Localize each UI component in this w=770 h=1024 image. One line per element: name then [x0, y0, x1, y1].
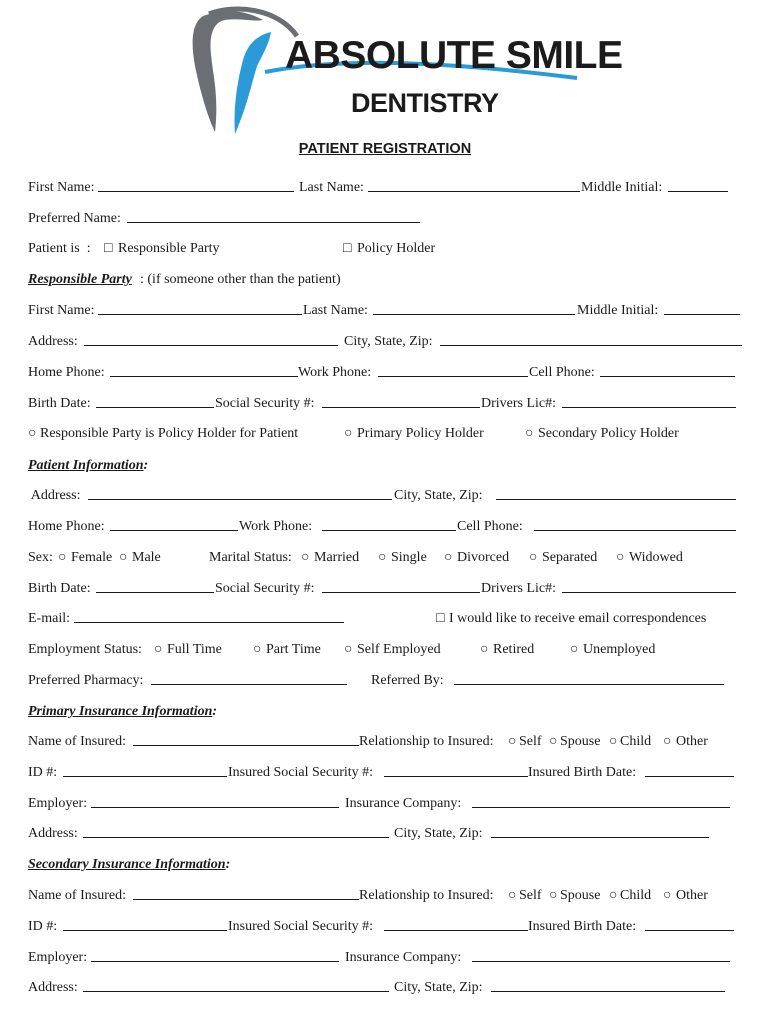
patient-ssn-field[interactable] — [322, 579, 480, 593]
patient-city-state-zip-field[interactable] — [496, 486, 736, 500]
rp-home-phone-field[interactable] — [110, 363, 298, 377]
practice-logo — [185, 6, 623, 138]
secondary-insured-field[interactable] — [133, 886, 359, 900]
primary-insured-field[interactable] — [133, 732, 359, 746]
patient-phone-row — [0, 517, 770, 537]
unemployed-label: Unemployed — [583, 642, 656, 657]
rp-city-state-zip-label: City, State, Zip: — [344, 334, 433, 349]
rp-birth-date-field[interactable] — [96, 394, 214, 408]
rp-address-row — [0, 332, 770, 352]
rp-ssn-field[interactable] — [322, 394, 480, 408]
preferred-name-label: Preferred Name: — [28, 211, 121, 226]
rp-drivers-lic-label: Drivers Lic#: — [481, 396, 557, 411]
first-name-label: First Name: — [28, 180, 95, 195]
rp-work-phone-label: Work Phone: — [298, 365, 372, 380]
secondary-address-row — [0, 978, 770, 998]
patient-cell-phone-field[interactable] — [534, 517, 736, 531]
primary-ph-radio[interactable]: ○ — [344, 426, 353, 441]
separated-radio[interactable]: ○ — [529, 550, 538, 565]
employment-row — [0, 640, 770, 660]
male-label: Male — [132, 550, 161, 565]
secondary-id-field[interactable] — [63, 917, 227, 931]
logo-text-sub: DENTISTRY — [351, 88, 499, 118]
secondary-ph-radio[interactable]: ○ — [525, 426, 534, 441]
part-time-label: Part Time — [266, 642, 321, 657]
secondary-spouse-label: Spouse — [560, 888, 601, 903]
retired-radio[interactable]: ○ — [480, 642, 489, 657]
rp-birth-row — [0, 394, 770, 414]
patient-info-heading-row — [0, 456, 770, 476]
part-time-radio[interactable]: ○ — [253, 642, 262, 657]
self-employed-radio[interactable]: ○ — [344, 642, 353, 657]
preferred-name-row — [0, 209, 770, 229]
patient-home-phone-field[interactable] — [110, 517, 238, 531]
primary-self-label: Self — [519, 734, 542, 749]
primary-insured-ssn-label: Insured Social Security #: — [228, 765, 374, 780]
rp-ssn-label: Social Security #: — [215, 396, 315, 411]
separated-label: Separated — [542, 550, 598, 565]
secondary-employer-label: Employer: — [28, 950, 88, 965]
last-name-label: Last Name: — [299, 180, 364, 195]
patient-drivers-lic-label: Drivers Lic#: — [481, 581, 557, 596]
female-radio[interactable]: ○ — [58, 550, 67, 565]
patient-home-phone-label: Home Phone: — [28, 519, 105, 534]
widowed-label: Widowed — [629, 550, 683, 565]
rp-name-row — [0, 301, 770, 321]
primary-spouse-label: Spouse — [560, 734, 601, 749]
patient-address-row — [0, 486, 770, 506]
primary-insured-row — [0, 732, 770, 752]
responsible-party-heading-row — [0, 270, 770, 290]
rp-cell-phone-field[interactable] — [600, 363, 735, 377]
secondary-employer-field[interactable] — [91, 948, 339, 962]
patient-work-phone-label: Work Phone: — [239, 519, 313, 534]
single-radio[interactable]: ○ — [378, 550, 387, 565]
first-name-field[interactable] — [98, 178, 294, 192]
patient-drivers-lic-field[interactable] — [562, 579, 736, 593]
patient-name-row — [0, 178, 770, 198]
email-opt-checkbox[interactable]: □ — [436, 611, 445, 626]
responsible-party-heading — [28, 270, 132, 290]
rp-home-phone-label: Home Phone: — [28, 365, 105, 380]
middle-initial-field[interactable] — [668, 178, 728, 192]
secondary-ins-heading-colon: : — [225, 857, 231, 872]
rp-birth-date-label: Birth Date: — [28, 396, 91, 411]
primary-child-radio[interactable]: ○ — [609, 734, 618, 749]
sex-marital-row — [0, 548, 770, 568]
secondary-self-radio[interactable]: ○ — [508, 888, 517, 903]
primary-insured-ssn-field[interactable] — [384, 763, 528, 777]
pharmacy-row — [0, 671, 770, 691]
rp-first-name-label: First Name: — [28, 303, 95, 318]
email-opt-label: I would like to receive email correspondences — [449, 611, 707, 626]
female-label: Female — [71, 550, 113, 565]
retired-label: Retired — [493, 642, 535, 657]
secondary-spouse-radio[interactable]: ○ — [549, 888, 558, 903]
secondary-id-row — [0, 917, 770, 937]
policy-holder-checkbox[interactable]: □ — [343, 241, 352, 256]
patient-ssn-label: Social Security #: — [215, 581, 315, 596]
secondary-insured-ssn-label: Insured Social Security #: — [228, 919, 374, 934]
primary-ins-heading-colon: : — [212, 704, 218, 719]
primary-self-radio[interactable]: ○ — [508, 734, 517, 749]
employment-status-label: Employment Status: — [28, 642, 142, 657]
logo-text-main: ABSOLUTE SMILE — [285, 34, 623, 77]
marital-status-label: Marital Status: — [209, 550, 292, 565]
primary-id-field[interactable] — [63, 763, 227, 777]
secondary-ins-heading-text: Secondary Insurance Information — [28, 857, 226, 872]
secondary-insured-ssn-field[interactable] — [384, 917, 528, 931]
patient-address-field[interactable] — [88, 486, 392, 500]
patient-is-row — [0, 239, 770, 259]
single-label: Single — [391, 550, 427, 565]
full-time-label: Full Time — [167, 642, 222, 657]
primary-employer-field[interactable] — [91, 794, 339, 808]
policy-holder-options-row — [0, 424, 770, 444]
secondary-ins-company-label: Insurance Company: — [345, 950, 462, 965]
rp-first-name-field[interactable] — [98, 301, 302, 315]
primary-ins-company-field[interactable] — [472, 794, 730, 808]
secondary-address-label: Address: — [28, 980, 78, 995]
secondary-id-label: ID #: — [28, 919, 58, 934]
patient-address-label: Address: — [28, 488, 81, 503]
widowed-radio[interactable]: ○ — [616, 550, 625, 565]
primary-insured-birth-label: Insured Birth Date: — [528, 765, 637, 780]
secondary-address-field[interactable] — [83, 978, 389, 992]
preferred-name-field[interactable] — [127, 209, 420, 223]
married-radio[interactable]: ○ — [301, 550, 310, 565]
rp-last-name-label: Last Name: — [303, 303, 368, 318]
patient-birth-date-label: Birth Date: — [28, 581, 91, 596]
patient-birth-date-field[interactable] — [96, 579, 214, 593]
secondary-city-state-zip-label: City, State, Zip: — [394, 980, 483, 995]
email-row — [0, 609, 770, 629]
secondary-city-state-zip-field[interactable] — [491, 978, 725, 992]
patient-info-heading — [28, 456, 148, 476]
rp-phone-row — [0, 363, 770, 383]
divorced-label: Divorced — [457, 550, 510, 565]
secondary-relationship-label: Relationship to Insured: — [359, 888, 494, 903]
primary-insured-label: Name of Insured: — [28, 734, 126, 749]
email-label: E-mail: — [28, 611, 70, 626]
primary-ins-heading — [28, 702, 217, 722]
male-radio[interactable]: ○ — [119, 550, 128, 565]
email-field[interactable] — [74, 609, 344, 623]
primary-employer-row — [0, 794, 770, 814]
responsible-party-option-label: Responsible Party — [118, 241, 220, 256]
primary-other-label: Other — [676, 734, 708, 749]
primary-id-label: ID #: — [28, 765, 58, 780]
married-label: Married — [314, 550, 360, 565]
primary-city-state-zip-label: City, State, Zip: — [394, 826, 483, 841]
primary-other-radio[interactable]: ○ — [663, 734, 672, 749]
rp-middle-initial-field[interactable] — [664, 301, 740, 315]
primary-ph-label: Primary Policy Holder — [357, 426, 484, 441]
referred-by-field[interactable] — [454, 671, 724, 685]
primary-address-label: Address: — [28, 826, 78, 841]
secondary-insured-label: Name of Insured: — [28, 888, 126, 903]
rp-middle-initial-label: Middle Initial: — [577, 303, 659, 318]
last-name-field[interactable] — [368, 178, 580, 192]
rp-drivers-lic-field[interactable] — [562, 394, 736, 408]
sex-label: Sex: — [28, 550, 53, 565]
primary-address-row — [0, 824, 770, 844]
rp-address-field[interactable] — [84, 332, 338, 346]
primary-ins-heading-text: Primary Insurance Information — [28, 704, 213, 719]
pharmacy-field[interactable] — [151, 671, 347, 685]
secondary-child-label: Child — [620, 888, 652, 903]
rp-work-phone-field[interactable] — [378, 363, 528, 377]
primary-id-row — [0, 763, 770, 783]
primary-spouse-radio[interactable]: ○ — [549, 734, 558, 749]
responsible-party-checkbox[interactable]: □ — [104, 241, 113, 256]
secondary-insured-birth-label: Insured Birth Date: — [528, 919, 637, 934]
primary-ins-company-label: Insurance Company: — [345, 796, 462, 811]
secondary-insured-row — [0, 886, 770, 906]
secondary-ins-company-field[interactable] — [472, 948, 730, 962]
pharmacy-label: Preferred Pharmacy: — [28, 673, 144, 688]
primary-relationship-label: Relationship to Insured: — [359, 734, 494, 749]
middle-initial-label: Middle Initial: — [581, 180, 663, 195]
rp-address-label: Address: — [28, 334, 78, 349]
secondary-self-label: Self — [519, 888, 542, 903]
secondary-ins-heading — [28, 855, 230, 875]
secondary-other-label: Other — [676, 888, 708, 903]
patient-birth-row — [0, 579, 770, 599]
primary-insured-birth-field[interactable] — [645, 763, 734, 777]
referred-by-label: Referred By: — [371, 673, 444, 688]
self-employed-label: Self Employed — [357, 642, 441, 657]
secondary-ins-heading-row — [0, 855, 770, 875]
rp-city-state-zip-field[interactable] — [440, 332, 742, 346]
rp-is-ph-radio[interactable]: ○ — [28, 426, 37, 441]
policy-holder-option-label: Policy Holder — [357, 241, 436, 256]
form-title: PATIENT REGISTRATION — [298, 141, 472, 157]
rp-last-name-field[interactable] — [373, 301, 575, 315]
patient-city-state-zip-label: City, State, Zip: — [394, 488, 483, 503]
rp-is-ph-label: Responsible Party is Policy Holder for Patient — [40, 426, 299, 441]
primary-employer-label: Employer: — [28, 796, 88, 811]
patient-cell-phone-label: Cell Phone: — [457, 519, 523, 534]
secondary-employer-row — [0, 948, 770, 968]
patient-is-label: Patient is : — [28, 241, 91, 256]
divorced-radio[interactable]: ○ — [444, 550, 453, 565]
rp-cell-phone-label: Cell Phone: — [529, 365, 595, 380]
responsible-party-heading-text: Responsible Party — [28, 272, 132, 287]
secondary-insured-birth-field[interactable] — [645, 917, 734, 931]
unemployed-radio[interactable]: ○ — [570, 642, 579, 657]
patient-info-heading-text: Patient Information — [28, 458, 144, 473]
secondary-child-radio[interactable]: ○ — [609, 888, 618, 903]
primary-ins-heading-row — [0, 702, 770, 722]
secondary-ph-label: Secondary Policy Holder — [538, 426, 679, 441]
primary-child-label: Child — [620, 734, 652, 749]
responsible-party-note: : (if someone other than the patient) — [140, 272, 341, 287]
primary-address-field[interactable] — [83, 824, 389, 838]
full-time-radio[interactable]: ○ — [154, 642, 163, 657]
patient-info-heading-colon: : — [143, 458, 149, 473]
patient-work-phone-field[interactable] — [322, 517, 456, 531]
primary-city-state-zip-field[interactable] — [491, 824, 709, 838]
secondary-other-radio[interactable]: ○ — [663, 888, 672, 903]
